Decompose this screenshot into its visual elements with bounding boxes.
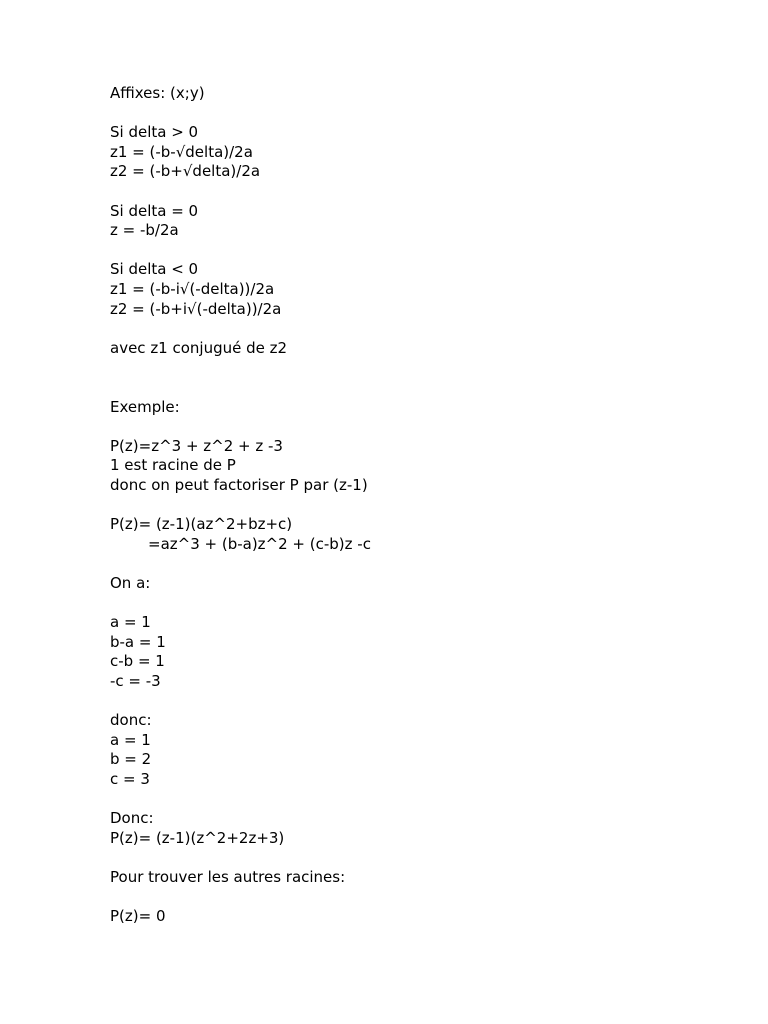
text-line: Donc: [110, 808, 154, 827]
text-line: z = -b/2a [110, 221, 179, 240]
blank-line [110, 593, 730, 613]
text-line: b = 2 [110, 750, 152, 769]
blank-line [110, 104, 730, 124]
blank-line [110, 182, 730, 202]
text-line: Si delta < 0 [110, 260, 199, 279]
blank-line [110, 554, 730, 574]
text-line: Si delta > 0 [110, 123, 199, 142]
text-line: -c = -3 [110, 671, 161, 690]
text-line: c = 3 [110, 769, 150, 788]
text-line: Si delta = 0 [110, 201, 199, 220]
text-line: P(z)= (z-1)(z^2+2z+3) [110, 828, 285, 847]
document-text [110, 84, 730, 927]
text-line: z1 = (-b-√delta)/2a [110, 142, 253, 161]
text-line: z1 = (-b-i√(-delta))/2a [110, 279, 275, 298]
text-line: avec z1 conjugué de z2 [110, 338, 288, 357]
text-line: donc on peut factoriser P par (z-1) [110, 475, 368, 494]
blank-line [110, 417, 730, 437]
blank-line [110, 691, 730, 711]
text-line: P(z)=z^3 + z^2 + z -3 [110, 436, 283, 455]
blank-line [110, 887, 730, 907]
text-line: a = 1 [110, 613, 151, 632]
blank-line [110, 358, 730, 378]
blank-line [110, 848, 730, 868]
text-line: b-a = 1 [110, 632, 166, 651]
text-line: On a: [110, 573, 151, 592]
blank-line [110, 378, 730, 398]
text-line: c-b = 1 [110, 652, 165, 671]
blank-line [110, 319, 730, 339]
text-line: a = 1 [110, 730, 151, 749]
text-line: P(z)= 0 [110, 906, 166, 925]
text-line: donc: [110, 711, 152, 729]
blank-line [110, 241, 730, 261]
text-line: Affixes: (x;y) [110, 84, 205, 102]
text-line: Exemple: [110, 397, 180, 416]
text-line: 1 est racine de P [110, 456, 236, 475]
blank-line [110, 495, 730, 515]
text-line: P(z)= (z-1)(az^2+bz+c) [110, 515, 293, 534]
text-line: z2 = (-b+i√(-delta))/2a [110, 299, 282, 318]
text-line-indented: =az^3 + (b-a)z^2 + (c-b)z -c [148, 534, 371, 553]
text-line: Pour trouver les autres racines: [110, 867, 346, 886]
blank-line [110, 789, 730, 809]
text-line: z2 = (-b+√delta)/2a [110, 162, 261, 181]
